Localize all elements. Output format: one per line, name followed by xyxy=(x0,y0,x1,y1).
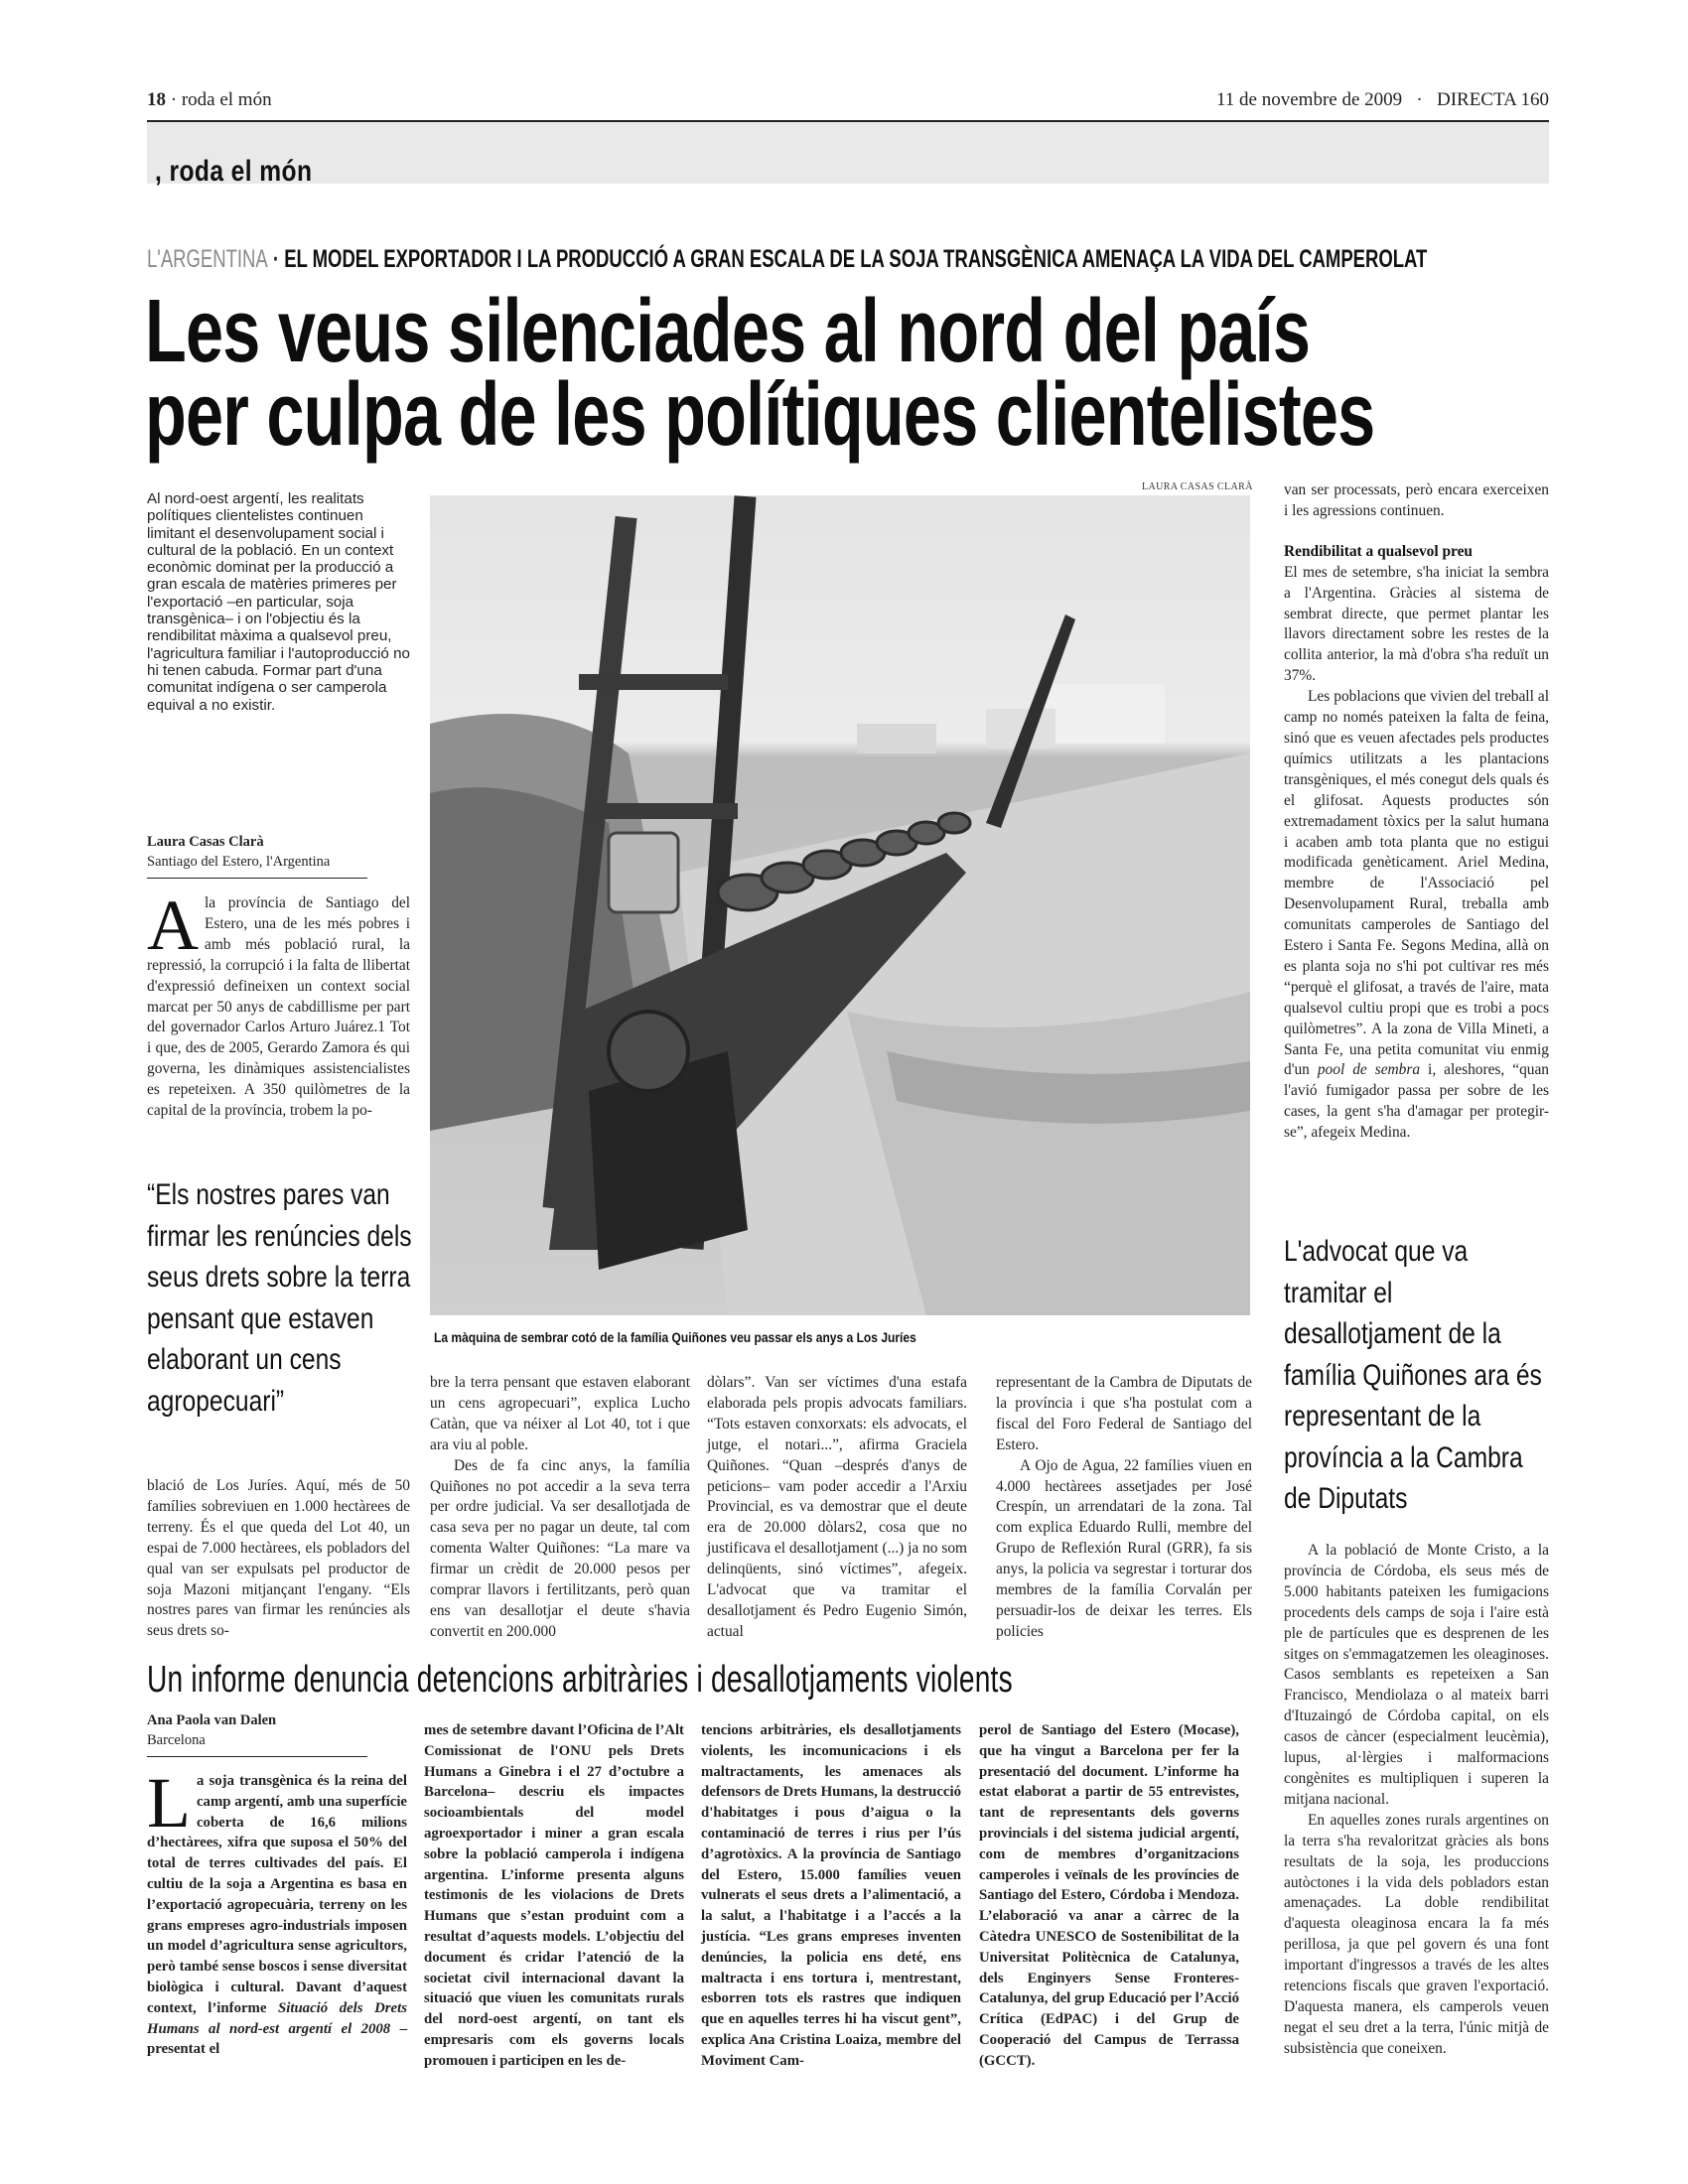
column-5-paragraph: En aquelles zones rurals argentines on la terra s'ha revaloritzat gràcies als bons resultats de la soja, les produccions autòctones i la vida dels pobladors estan amenaçades. La doble rendibilitat d'aquesta oleaginosa encara la fa més perillosa, ja que pel govern és una font important d'ingressos a través de les altes retencions fiscals que graven l'exportació. D'aquesta manera, els camperols veuen negat el seu dret a la terra, l'únic mitjà de subsistència que coneixen. xyxy=(1284,1811,1549,2057)
photo-caption: La màquina de sembrar cotó de la família Quiñones veu passar els anys a Los Juríes xyxy=(434,1329,916,1345)
sidebar-column-1 xyxy=(147,1763,408,2060)
running-head-left xyxy=(147,89,272,111)
section-band xyxy=(147,122,1549,184)
kicker-text: EL MODEL EXPORTADOR I LA PRODUCCIÓ A GRAN ESCALA DE LA SOJA TRANSGÈNICA AMENAÇA LA VIDA DEL CAMPEROLAT xyxy=(284,245,1428,273)
running-head-dot: · xyxy=(170,89,182,110)
column-4-body xyxy=(996,1373,1252,1643)
column-5-body xyxy=(1284,480,1549,1144)
column-2-paragraph: Des de fa cinc anys, la família Quiñones no pot accedir a la seva terra per ordre judicial. Va ser desallotjada de casa seva per no pagar un deute, tal com comenta Walter Quiñones: “La mare va firmar un crèdit de 20.000 pesos per comprar llavors i fertilitzants, però quan ens van desallotjar el deute s'havia convertit en 200.000 xyxy=(430,1456,690,1640)
column-5-paragraph: A la població de Monte Cristo, a la província de Córdoba, els seus més de 5.000 habitants pateixen les fumigacions procedents dels camps de soja i l'aire està ple de partícules que es desprenen de les sitges on s'emmagatzemen les oleaginoses. Casos semblants es repeteixen a San Francisco, Mendiolaza o al mateix barri d'Ituzaingó de Córdoba capital, on els casos de càncer (especialment leucèmia), lupus, al·lèrgies i malformacions congènites es multipliquen i superen la mitjana nacional. xyxy=(1284,1542,1549,1808)
drop-cap: A xyxy=(147,886,199,965)
kicker-separator: · xyxy=(267,245,285,273)
crosshead: Rendibilitat a qualsevol preu xyxy=(1284,542,1473,560)
paragraph-text: i, aleshores, “quan l'avió fumigador passa per sobre de les cases, la gent s'ha d'amagar per protegir-se”, afegeix Medina. xyxy=(1284,1061,1550,1142)
column-3-body xyxy=(707,1373,967,1643)
running-head-right xyxy=(1216,89,1549,111)
article-kicker xyxy=(147,245,1427,274)
sidebar-headline: Un informe denuncia detencions arbitràries i desallotjaments violents xyxy=(147,1659,1013,1701)
issue-date: 11 de novembre de 2009 xyxy=(1216,89,1403,110)
kicker-country: L'ARGENTINA xyxy=(147,245,268,273)
sidebar-byline xyxy=(147,1710,367,1757)
italic-term: pool de sembra xyxy=(1317,1061,1421,1079)
author-location: Santiago del Estero, l'Argentina xyxy=(147,854,331,870)
sidebar-author: Ana Paola van Dalen xyxy=(147,1712,277,1728)
column-2-body xyxy=(430,1373,690,1643)
column-5-paragraph: El mes de setembre, s'ha iniciat la sembra a l'Argentina. Gràcies al sistema de sembrat directe, que permet plantar les llavors directament sobre les restes de la collita anterior, la mà d'obra s'ha reduït un 37%. xyxy=(1284,563,1549,685)
sidebar-column-4: perol de Santiago del Estero (Mocase), que ha vingut a Barcelona per fer la presentació del document. L’informe ha estat elaborat a partir de 55 entrevistes, tant de representants dels governs provincials i del sistema judicial argentí, com de membres d’organitzacions camperoles i veïnals de les províncies de Santiago del Estero, Córdoba i Mendoza. L’elaboració va anar a càrrec de la Càtedra UNESCO de Sostenibilitat de la Universitat Politècnica de Catalunya, dels Enginyers Sense Fronteres-Catalunya, del grup Educació per l’Acció Crítica (EdPAC) i del Grup de Cooperació del Campus de Terrassa (GCCT). xyxy=(979,1722,1239,2069)
column-2-paragraph: bre la terra pensant que estaven elaborant un cens agropecuari”, explica Lucho Catàn, que va néixer al Lot 40, tot i que ara viu al poble. xyxy=(430,1374,690,1453)
sidebar-column-3: tencions arbitràries, els desallotjaments violents, les incomunicacions i els maltractaments, les amenaces als defensors de Drets Humans, la destrucció d'habitatges i pous d’aigua o la contaminació de terres i rius per l’ús d’agrotòxics. A la província de Santiago del Estero, 15.000 famílies veuen vulnerats el seus drets a l’alimentació, a la salut, a l'habitatge i a l’accés a la justícia. “Les grans empreses inventen denúncies, la policia ens deté, ens maltracta i ens tortura i, mentrestant, esborren tots els rastres que indiquen que en aquelles terres hi ha viscut gent”, explica Ana Cristina Loaiza, membre del Moviment Cam- xyxy=(701,1722,961,2069)
publication-issue: DIRECTA 160 xyxy=(1436,89,1549,110)
running-head-dot: · xyxy=(1406,89,1433,110)
running-head xyxy=(147,89,1549,117)
author-name: Laura Casas Clarà xyxy=(147,834,264,850)
section-title: , roda el món xyxy=(155,155,313,188)
page-number: 18 xyxy=(147,89,166,110)
sidebar-column-1-end: –presentat el xyxy=(147,2020,408,2058)
pull-quote-1: “Els nostres pares van firmar les renúncies dels seus drets sobre la terra pensant que estaven elaborant un cens agropecuari” xyxy=(147,1178,412,1418)
headline-line-2: per culpa de les polítiques clientelistes xyxy=(145,365,1375,465)
pull-quote-2: L'advocat que va tramitar el desallotjament de la família Quiñones ara és representant de la província a la Cambra de Diputats xyxy=(1284,1235,1542,1515)
sidebar-column-1-text: a soja transgènica és la reina del camp argentí, amb una superfície coberta de 16,6 milions d’hectàrees, xifra que suposa el 50% del total de terres cultivades del país. El cultiu de la soja a Argentina es basa en l’exportació agropecuària, terreny on les grans empreses agro-industrials imposen un model d’agricultura sense agricultors, però també sense boscos i sense diversitat biològica i cultural. Davant d’aquest context, l’informe xyxy=(147,1773,407,2016)
sidebar-column-2: mes de setembre davant l’Oficina de l’Alt Comissionat de l'ONU pels Drets Humans a Ginebra i el 27 d’octubre a Barcelona– descriu els impactes socioambientals del model agroexportador i miner a gran escala sobre la població camperola i indígena argentina. L’informe presenta alguns testimonis de les violacions de Drets Humans que s’estan produint com a resultat d’aquests models. L’objectiu del document és cridar l’atenció de la societat civil internacional davant la situació que viuen les comunitats rurals del nord-oest argentí, on tant els empresaris com els governs locals promouen i participen en les de- xyxy=(424,1722,684,2069)
headline-line-1: Les veus silenciades al nord del país xyxy=(145,282,1311,381)
running-head-section: roda el món xyxy=(181,89,272,110)
paragraph-text: Les poblacions que vivien del treball al camp no només pateixen la falta de feina, sinó que es veuen afectades pels productes químics utilitzats a les plantacions transgèniques, el més conegut dels quals és el glifosat. Aquests productes són extremadament tòxics per la salut humana i acaben amb tota planta que no estigui modificada genèticament. Ariel Medina, membre de l'Associació pel Desenvolupament Rural, treballa amb comunitats camperoles de Santiago del Estero i Santa Fe. Segons Medina, allà on es planta soja no s'hi pot cultivar res més “perquè el glifosat, a través de l'aire, mata qualsevol cultiu propi que es trobi a pocs quilòmetres”. A la zona de Villa Mineti, a Santa Fe, una petita comunitat viu enmig d'un xyxy=(1284,688,1549,1079)
column-5-paragraph xyxy=(1284,687,1549,1144)
column-1-continued: blació de Los Juríes. Aquí, més de 50 famílies sobreviuen en 1.000 hectàrees de terreny. És el que queda del Lot 40, un espai de 7.000 hectàrees, els pobladors del qual van ser expulsats pel productor de soja Mazoni mitjançant l'engany. “Els nostres pares van firmar les renúncies als seus drets so- xyxy=(147,1477,410,1640)
column-4-paragraph: A Ojo de Agua, 22 famílies viuen en 4.000 hectàrees assetjades per José Crespín, un arrendatari de la zona. Tal com explica Eduardo Rulli, membre del Grupo de Reflexión Rural (GRR), fa sis anys, la policia va segrestar i torturar dos membres de la família Corvalán per persuadir-los de deixar les terres. Els policies xyxy=(996,1456,1252,1640)
photo-credit: LAURA CASAS CLARÀ xyxy=(1142,481,1253,492)
article-photo xyxy=(430,495,1250,1315)
standfirst: Al nord-oest argentí, les realitats polítiques clientelistes continuen limitant el desenvolupament social i cultural de la població. En un context econòmic dominat per la producció a gran escala de matèries primeres per l'exportació –en particular, soja transgènica– i on l'objectiu és la rendibilitat màxima a qualsevol preu, l'agricultura familiar i l'autoproducció no hi tenen cabuda. Formar part d'una comunitat indígena o ser camperola equival a no existir. xyxy=(147,490,410,714)
sowing-machine-photo-icon xyxy=(430,495,1250,1315)
column-5-paragraph: van ser processats, però encara exerceixen i les agressions continuen. xyxy=(1284,481,1549,519)
column-3-paragraph: dòlars”. Van ser víctimes d'una estafa elaborada pels propis advocats familiars. “Tots estaven conxorxats: els advocats, el jutge, el notari...”, afirma Graciela Quiñones. “Quan –després d'anys de peticions– vam poder accedir a l'Arxiu Provincial, es va demostrar que el deute era de 20.000 dòlars2, cosa que no justificava el desallotjament (...) ja no som delinqüents, sinó víctimes”, afegeix. L'advocat que va tramitar el desallotjament és Pedro Eugenio Simón, actual xyxy=(707,1374,967,1640)
column-4-paragraph: representant de la Cambra de Diputats de la província i que s'ha postulat com a fiscal del Foro Federal de Santiago del Estero. xyxy=(996,1374,1252,1453)
article-headline xyxy=(145,282,1375,465)
column-5-continued xyxy=(1284,1541,1549,2060)
report-title: Situació dels Drets Humans al nord-est argentí el 2008 xyxy=(147,1999,407,2037)
column-1-text: la província de Santiago del Estero, una de les més pobres i amb més població rural, la repressió, la corrupció i la falta de llibertat d'expressió defineixen un context social marcat per 50 anys de cabdillisme per part del governador Carlos Arturo Juárez.1 Tot i que, des de 2005, Gerardo Zamora és qui governa, les dinàmiques assistencialistes es repeteixen. A 350 quilòmetres de la capital de la província, trobem la po- xyxy=(147,894,410,1120)
byline xyxy=(147,832,367,879)
column-1-body xyxy=(147,886,410,1122)
drop-cap: L xyxy=(147,1763,191,1843)
sidebar-location: Barcelona xyxy=(147,1732,206,1748)
